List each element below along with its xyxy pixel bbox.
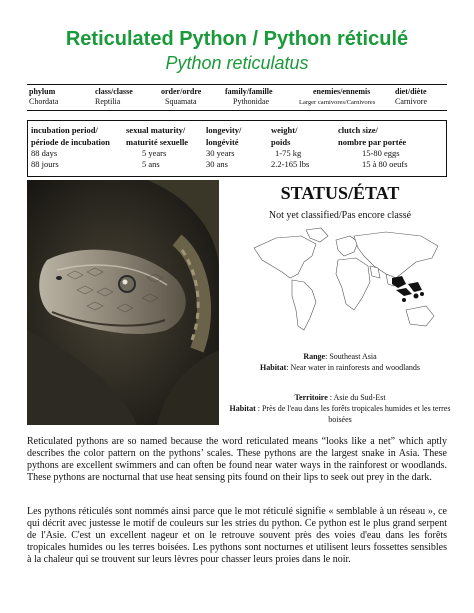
stat-value: 2.2-165 lbs	[271, 159, 310, 169]
divider-top	[27, 84, 447, 85]
taxonomy-value: Carnivore	[395, 97, 427, 106]
stat-value: 15-80 eggs	[362, 148, 400, 158]
stat-label: période de incubation	[31, 137, 110, 147]
page-title: Reticulated Python / Python réticulé	[65, 28, 409, 50]
territoire-info	[222, 392, 458, 425]
stat-maturity	[126, 124, 188, 170]
range-info	[222, 351, 458, 373]
stat-label: weight/	[271, 125, 298, 135]
divider-bottom	[27, 110, 447, 111]
stat-label: longévité	[206, 137, 239, 147]
taxonomy-value: Chordata	[29, 97, 59, 106]
habitat-fr-line	[222, 403, 458, 425]
status-value: Not yet classified/Pas encore classé	[268, 210, 412, 221]
taxonomy-label: phylum	[29, 87, 56, 96]
taxonomy-label: enemies/ennemis	[313, 87, 371, 96]
taxonomy-label: family/famille	[225, 87, 273, 96]
range-label: Range	[303, 352, 326, 361]
stat-value: 5 years	[142, 148, 167, 158]
paragraph-french: Les pythons réticulés sont nommés ainsi parce que le mot réticulé signifie « semblable à un réseau », ce qui décrit avec justesse le motif de couleurs sur les stries du python. Ce python est le plus grand serpent de l'Asie. C'est un excellent nageur et on le retrouve souvent près des voies d'eau dans les forêts tropicales humides ou les terres boisées. Les pythons sont nocturnes et utilisent leurs fossettes sensibles à la chaleur qui se trouvent sur leurs lèvres pour chasser leurs proies dans le noir.	[27, 506, 447, 565]
range-highlight	[392, 276, 424, 302]
scientific-name: Python reticulatus	[165, 53, 309, 73]
taxonomy-value: Squamata	[165, 97, 197, 106]
range-line	[222, 351, 458, 362]
stat-weight	[271, 124, 309, 170]
stat-value: 88 days	[31, 148, 58, 158]
stat-value: 15 à 80 oeufs	[362, 159, 408, 169]
taxonomy-label: class/classe	[95, 87, 133, 96]
stat-label: poids	[271, 137, 291, 147]
taxonomy-value: Larger carnivores/Carnivores	[299, 99, 376, 106]
taxonomy-row	[27, 87, 447, 109]
range-value: : Southeast Asia	[325, 352, 377, 361]
world-map-illustration	[246, 226, 446, 344]
stat-label: incubation period/	[31, 125, 98, 135]
taxonomy-order	[161, 87, 201, 107]
python-photo	[27, 180, 219, 425]
taxonomy-label: order/ordre	[161, 87, 202, 96]
stat-clutch	[338, 124, 408, 170]
taxonomy-family	[225, 87, 273, 107]
stat-longevity	[206, 124, 241, 170]
status-heading: STATUS/ÉTAT	[280, 183, 400, 203]
stat-label: clutch size/	[338, 125, 378, 135]
stat-label: sexual maturity/	[126, 125, 186, 135]
taxonomy-enemies	[299, 87, 375, 108]
stat-label: nombre par portée	[338, 137, 407, 147]
stat-incubation	[31, 124, 110, 170]
stat-label: longevity/	[206, 125, 242, 135]
stat-value: 88 jours	[31, 159, 59, 169]
territoire-value: : Asie du Sud-Est	[327, 393, 386, 402]
stat-value: 5 ans	[142, 159, 160, 169]
habitat-line	[222, 362, 458, 373]
stat-value: 1-75 kg	[275, 148, 302, 158]
habitat-fr-label: Habitat	[229, 404, 256, 413]
stat-label: maturité sexuelle	[126, 137, 189, 147]
stat-value: 30 ans	[206, 159, 228, 169]
territoire-line	[222, 392, 458, 403]
taxonomy-diet	[395, 87, 427, 107]
paragraph-english: Reticulated pythons are so named because the word reticulated means “looks like a net” which aptly describes the color pattern on the pythons’ scales. These pythons are the largest snake in Asia. These pythons are excellent swimmers and can often be found near water ways in the rainforest or woodlands. These pythons are nocturnal that use heat sensing pits found on their lips to seek out prey in the dark.	[27, 436, 447, 483]
habitat-value: : Near water in rainforests and woodlands	[286, 363, 420, 372]
python-head-illustration	[27, 180, 219, 425]
taxonomy-class	[95, 87, 133, 107]
territoire-label: Territoire	[294, 393, 328, 402]
stat-value: 30 years	[206, 148, 235, 158]
habitat-fr-value: : Près de l'eau dans les forêts tropicales humides et les terres boisées	[255, 404, 451, 424]
life-stats-box	[27, 120, 447, 177]
taxonomy-value: Reptilia	[95, 97, 121, 106]
habitat-label: Habitat	[260, 363, 287, 372]
taxonomy-phylum	[29, 87, 58, 107]
taxonomy-label: diet/diète	[395, 87, 427, 96]
range-map	[246, 226, 446, 344]
taxonomy-value: Pythonidae	[233, 97, 269, 106]
